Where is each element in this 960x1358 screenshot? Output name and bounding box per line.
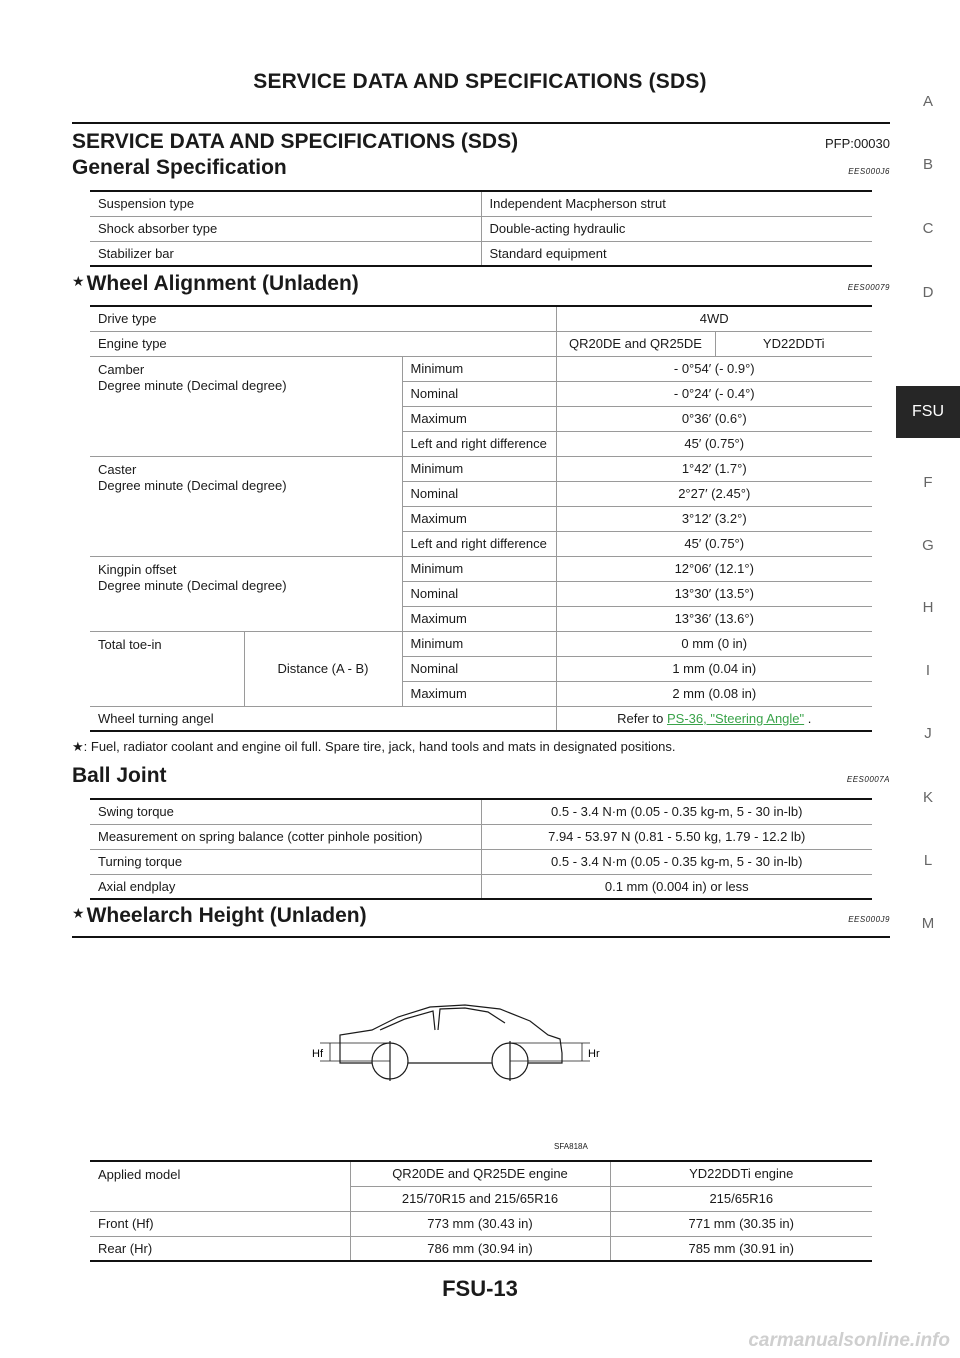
cell-value: 0 mm (0 in) — [556, 631, 872, 656]
caster-label-cell — [90, 456, 402, 556]
cell-label: Drive type — [90, 306, 556, 331]
cell-value: 13°36′ (13.6°) — [556, 606, 872, 631]
cell-value: 2°27′ (2.45°) — [556, 481, 872, 506]
nav-item-a[interactable]: A — [922, 93, 933, 110]
cell-label: Maximum — [402, 606, 556, 631]
cell-value: 786 mm (30.94 in) — [350, 1236, 610, 1261]
page-header-title: SERVICE DATA AND SPECIFICATIONS (SDS) — [253, 70, 707, 93]
car-rear-window — [438, 1008, 505, 1030]
table-row — [90, 331, 872, 356]
cell-value: 0.5 - 3.4 N·m (0.05 - 0.35 kg-m, 5 - 30 in-lb) — [481, 849, 872, 874]
general-spec-title: General Specification — [72, 156, 287, 179]
general-spec-heading — [72, 156, 890, 180]
cell-value: 2 mm (0.08 in) — [556, 681, 872, 706]
cell-label: Minimum — [402, 356, 556, 381]
nav-item-b[interactable]: B — [922, 156, 933, 173]
cell-label: Nominal — [402, 481, 556, 506]
table-row — [90, 216, 872, 241]
cell-label: Maximum — [402, 681, 556, 706]
cell-value: 773 mm (30.43 in) — [350, 1211, 610, 1236]
cell-label: Swing torque — [90, 799, 481, 824]
ball-joint-heading — [72, 764, 890, 788]
ball-joint-code: EES0007A — [846, 775, 890, 784]
nav-item-h[interactable]: H — [922, 599, 934, 616]
table-row — [90, 1236, 872, 1261]
nav-item-m[interactable]: M — [921, 915, 935, 932]
cell-value: 1 mm (0.04 in) — [556, 656, 872, 681]
cell-value: 4WD — [556, 306, 872, 331]
star-icon: ★ — [72, 739, 84, 754]
cell-value: 45′ (0.75°) — [556, 431, 872, 456]
cell-value: QR20DE and QR25DE — [556, 331, 715, 356]
cell-value: - 0°24′ (- 0.4°) — [556, 381, 872, 406]
figure-code: SFA818A — [554, 1142, 588, 1151]
wheel-alignment-title: Wheel Alignment (Unladen) — [86, 272, 359, 295]
cell-label: Nominal — [402, 381, 556, 406]
wheelarch-heading — [72, 904, 890, 938]
caster-label: Caster — [98, 461, 137, 477]
star-icon: ★ — [72, 273, 85, 289]
cell-value: Standard equipment — [481, 241, 872, 266]
main-title-code: PFP:00030 — [824, 136, 890, 151]
section-index-nav — [896, 0, 960, 1358]
cell-value: 12°06′ (12.1°) — [556, 556, 872, 581]
star-icon: ★ — [72, 905, 85, 921]
nav-item-l[interactable]: L — [923, 852, 933, 869]
caster-sublabel: Degree minute (Decimal degree) — [98, 477, 287, 493]
cell-value: Independent Macpherson strut — [481, 191, 872, 216]
hr-label: Hr — [588, 1048, 600, 1060]
wheelarch-figure — [300, 995, 630, 1145]
table-row — [90, 191, 872, 216]
cell-value: QR20DE and QR25DE engine — [350, 1161, 610, 1186]
camber-sublabel: Degree minute (Decimal degree) — [98, 377, 287, 393]
cell-label: Measurement on spring balance (cotter pinhole position) — [90, 824, 481, 849]
hf-label: Hf — [312, 1048, 323, 1060]
cell-value: 0.5 - 3.4 N·m (0.05 - 0.35 kg-m, 5 - 30 in-lb) — [481, 799, 872, 824]
ball-joint-title: Ball Joint — [72, 764, 167, 787]
table-row — [90, 241, 872, 266]
table-row — [90, 824, 872, 849]
cell-value: 0°36′ (0.6°) — [556, 406, 872, 431]
kingpin-label-cell — [90, 556, 402, 631]
toe-sublabel: Distance (A - B) — [244, 631, 402, 706]
cell-value: Double-acting hydraulic — [481, 216, 872, 241]
table-row — [90, 306, 872, 331]
wheel-alignment-heading — [72, 272, 890, 296]
alignment-note-text: : Fuel, radiator coolant and engine oil full. Spare tire, jack, hand tools and mats in designated positions. — [83, 739, 676, 754]
table-row — [90, 1211, 872, 1236]
table-row — [90, 1161, 872, 1186]
nav-item-i[interactable]: I — [925, 662, 931, 679]
alignment-note — [72, 739, 676, 755]
cell-value: 785 mm (30.91 in) — [610, 1236, 872, 1261]
cell-value: 215/70R15 and 215/65R16 — [350, 1186, 610, 1211]
cell-value — [556, 706, 872, 731]
table-row — [90, 556, 872, 581]
cell-value: 45′ (0.75°) — [556, 531, 872, 556]
steering-angle-link[interactable]: PS-36, "Steering Angle" — [666, 710, 805, 726]
cell-label: Minimum — [402, 556, 556, 581]
cell-label: Front (Hf) — [90, 1211, 350, 1236]
cell-label: Nominal — [402, 581, 556, 606]
cell-label: Wheel turning angel — [90, 706, 556, 731]
table-row — [90, 706, 872, 731]
ball-joint-table — [90, 798, 872, 900]
cell-value: YD22DDTi — [715, 331, 872, 356]
cell-label: Shock absorber type — [90, 216, 481, 241]
cell-label: Nominal — [402, 656, 556, 681]
cell-value: 215/65R16 — [610, 1186, 872, 1211]
table-row — [90, 631, 872, 656]
table-row — [90, 456, 872, 481]
cell-label: Minimum — [402, 631, 556, 656]
cell-value: 1°42′ (1.7°) — [556, 456, 872, 481]
cell-value: 13°30′ (13.5°) — [556, 581, 872, 606]
turning-prefix: Refer to — [617, 710, 667, 726]
cell-value: 771 mm (30.35 in) — [610, 1211, 872, 1236]
general-spec-code: EES000J6 — [848, 167, 890, 176]
watermark: carmanualsonline.info — [748, 1330, 950, 1351]
wheel-alignment-code: EES00079 — [847, 283, 890, 292]
cell-label: Axial endplay — [90, 874, 481, 899]
kingpin-label: Kingpin offset — [98, 561, 177, 577]
camber-label-cell — [90, 356, 402, 456]
nav-item-k[interactable]: K — [922, 789, 933, 806]
cell-label: Applied model — [90, 1161, 350, 1211]
cell-label: Stabilizer bar — [90, 241, 481, 266]
table-row — [90, 874, 872, 899]
nav-item-j[interactable]: J — [924, 725, 932, 742]
cell-value: 7.94 - 53.97 N (0.81 - 5.50 kg, 1.79 - 12.2 lb) — [481, 824, 872, 849]
cell-label: Engine type — [90, 331, 556, 356]
cell-value: 3°12′ (3.2°) — [556, 506, 872, 531]
cell-value: - 0°54′ (- 0.9°) — [556, 356, 872, 381]
cell-value: 0.1 mm (0.004 in) or less — [481, 874, 872, 899]
kingpin-sublabel: Degree minute (Decimal degree) — [98, 577, 287, 593]
table-row — [90, 799, 872, 824]
wheelarch-table — [90, 1160, 872, 1262]
cell-value: YD22DDTi engine — [610, 1161, 872, 1186]
nav-item-g[interactable]: G — [922, 537, 934, 554]
cell-label: Maximum — [402, 406, 556, 431]
cell-label: Minimum — [402, 456, 556, 481]
cell-label: Suspension type — [90, 191, 481, 216]
wheel-alignment-table — [90, 305, 872, 732]
table-row — [90, 356, 872, 381]
turning-suffix: . — [804, 710, 812, 726]
camber-label: Camber — [98, 361, 145, 377]
nav-item-f[interactable]: F — [923, 474, 933, 491]
wheelarch-title: Wheelarch Height (Unladen) — [86, 904, 367, 927]
cell-label: Left and right difference — [402, 531, 556, 556]
cell-label: Left and right difference — [402, 431, 556, 456]
nav-item-c[interactable]: C — [922, 220, 934, 237]
main-title-text: SERVICE DATA AND SPECIFICATIONS (SDS) — [72, 130, 519, 153]
general-spec-table — [90, 190, 872, 267]
cell-label: Rear (Hr) — [90, 1236, 350, 1261]
toe-label: Total toe-in — [90, 631, 244, 706]
cell-label: Maximum — [402, 506, 556, 531]
cell-label: Turning torque — [90, 849, 481, 874]
nav-item-fsu[interactable]: FSU — [896, 386, 960, 438]
table-row — [90, 849, 872, 874]
main-title — [72, 122, 890, 154]
page-number: FSU-13 — [442, 1276, 518, 1301]
wheelarch-code: EES000J9 — [848, 915, 890, 924]
nav-item-d[interactable]: D — [922, 284, 934, 301]
